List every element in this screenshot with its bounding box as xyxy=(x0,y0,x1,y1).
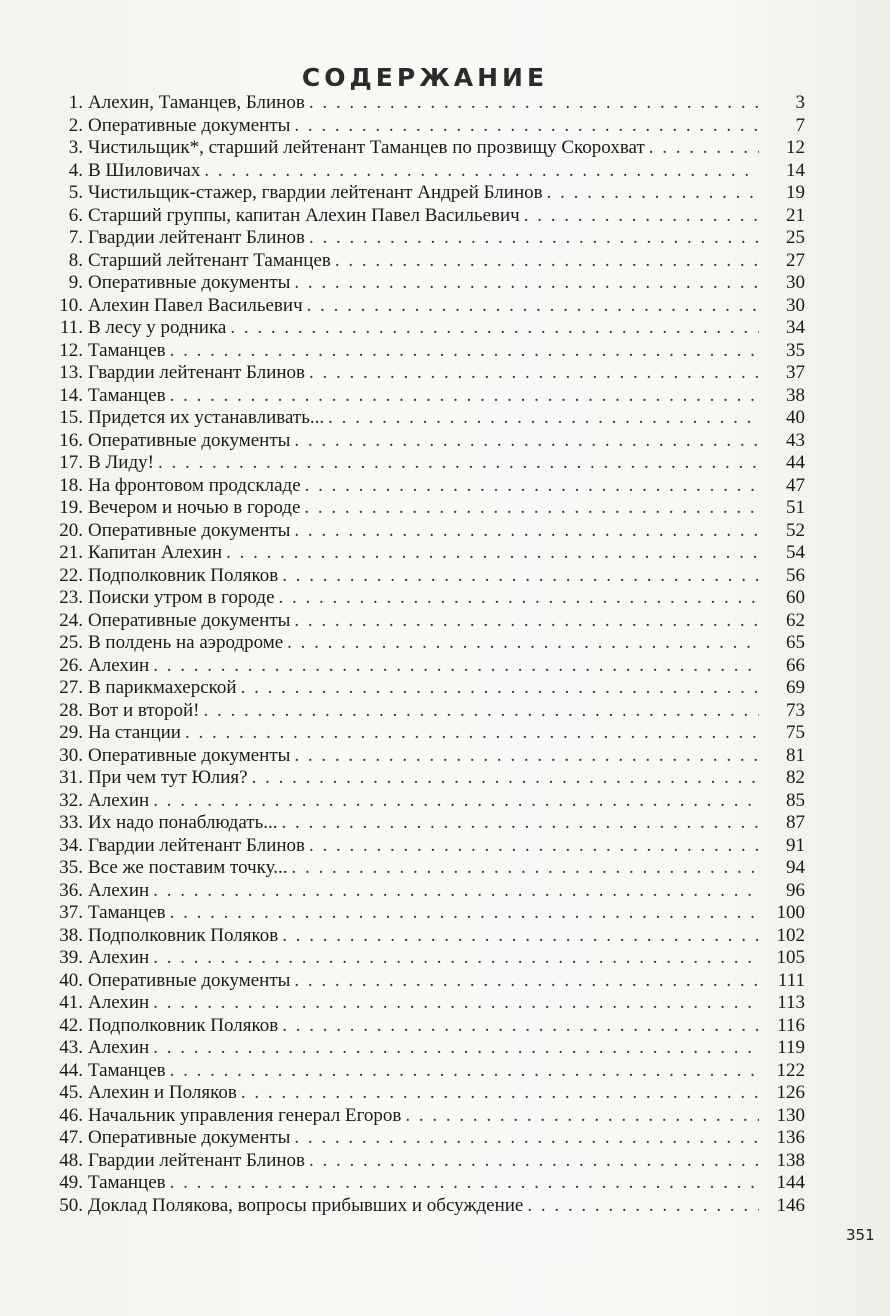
toc-entry-title: Алехин и Поляков xyxy=(88,1082,237,1103)
dot-leader xyxy=(170,340,759,363)
dot-leader xyxy=(309,835,759,858)
toc-entry-number: 24. xyxy=(59,609,83,631)
toc-entry-title: Алехин xyxy=(88,1037,150,1058)
dot-leader xyxy=(649,137,759,160)
dot-leader xyxy=(153,880,759,903)
toc-entry-number: 27. xyxy=(59,677,83,698)
dot-leader xyxy=(294,430,759,453)
toc-entry-page: 136 xyxy=(776,1127,805,1148)
toc-entry-number: 35. xyxy=(59,857,83,878)
toc-entry-page: 82 xyxy=(786,767,805,788)
toc-entry xyxy=(55,902,805,925)
toc-entry-page: 75 xyxy=(786,722,805,743)
toc-entry-page: 105 xyxy=(776,947,805,968)
toc-entry-page: 81 xyxy=(786,744,805,766)
toc-entry xyxy=(55,497,805,520)
toc-entry-number: 20. xyxy=(59,519,83,541)
toc-entry-title: В парикмахерской xyxy=(88,677,237,698)
dot-leader xyxy=(226,542,759,565)
toc-entry-title: Оперативные документы xyxy=(88,969,291,991)
dot-leader xyxy=(282,812,760,835)
toc-entry-number: 6. xyxy=(68,204,83,226)
toc-entry-page: 94 xyxy=(786,857,805,878)
toc-entry-number: 21. xyxy=(59,542,83,563)
toc-entry-number: 33. xyxy=(59,812,83,833)
toc-entry-page: 122 xyxy=(776,1059,805,1081)
toc-entry-title: Таманцев xyxy=(88,339,166,361)
toc-entry-page: 7 xyxy=(795,114,805,136)
toc-entry xyxy=(55,1172,805,1195)
dot-leader xyxy=(230,317,759,340)
toc-entry xyxy=(55,1150,805,1173)
toc-entry xyxy=(55,722,805,745)
dot-leader xyxy=(307,295,759,318)
toc-entry-title: Алехин Павел Васильевич xyxy=(88,294,303,316)
dot-leader xyxy=(287,632,759,655)
toc-entry-title: Чистильщик-стажер, гвардии лейтенант Андрей Блинов xyxy=(88,182,543,203)
toc-entry xyxy=(55,970,805,993)
toc-entry xyxy=(55,227,805,250)
toc-entry-page: 73 xyxy=(786,699,805,721)
dot-leader xyxy=(241,677,759,700)
toc-entry-number: 39. xyxy=(59,947,83,968)
toc-entry-title: На фронтовом продскладе xyxy=(88,474,301,496)
toc-entry-title: Гвардии лейтенант Блинов xyxy=(88,362,306,383)
toc-entry xyxy=(55,182,805,205)
dot-leader xyxy=(294,610,759,633)
toc-entry-number: 23. xyxy=(59,587,83,608)
toc-entry-title: Чистильщик*, старший лейтенант Таманцев по прозвищу Скорохват xyxy=(88,137,645,158)
toc-entry-number: 36. xyxy=(59,879,83,901)
toc-entry-number: 47. xyxy=(59,1127,83,1148)
toc-entry xyxy=(55,137,805,160)
toc-entry xyxy=(55,1127,805,1150)
toc-entry-number: 38. xyxy=(59,924,83,946)
toc-entry-number: 31. xyxy=(59,767,83,788)
toc-entry-title: Оперативные документы xyxy=(88,519,291,541)
dot-leader xyxy=(241,1082,759,1105)
toc-entry-page: 51 xyxy=(786,497,805,518)
toc-entry-number: 22. xyxy=(59,564,83,586)
toc-entry xyxy=(55,700,805,723)
dot-leader xyxy=(305,475,759,498)
toc-entry xyxy=(55,1105,805,1128)
toc-entry-title: Вечером и ночью в городе xyxy=(88,497,301,518)
toc-entry-title: В Лиду! xyxy=(88,452,154,473)
dot-leader xyxy=(282,565,759,588)
toc-entry-number: 19. xyxy=(59,497,83,518)
toc-entry-number: 43. xyxy=(59,1037,83,1058)
toc-entry xyxy=(55,520,805,543)
toc-entry-page: 3 xyxy=(795,92,805,113)
page-number: 351 xyxy=(846,1226,875,1244)
toc-entry xyxy=(55,857,805,880)
toc-entry-title: Все же поставим точку... xyxy=(88,857,288,878)
dot-leader xyxy=(282,925,759,948)
dot-leader xyxy=(282,1015,759,1038)
toc-entry-title: Алехин xyxy=(88,654,150,676)
toc-entry-number: 14. xyxy=(59,384,83,406)
toc-entry xyxy=(55,632,805,655)
toc-entry-number: 42. xyxy=(59,1014,83,1036)
toc-entry-title: Таманцев xyxy=(88,1172,166,1193)
toc-entry-number: 37. xyxy=(59,902,83,923)
toc-entry-page: 62 xyxy=(786,609,805,631)
toc-entry xyxy=(55,745,805,768)
toc-entry-page: 27 xyxy=(786,249,805,271)
dot-leader xyxy=(185,722,759,745)
toc-entry-page: 146 xyxy=(776,1194,805,1216)
toc-entry-title: Оперативные документы xyxy=(88,609,291,631)
toc-entry-page: 60 xyxy=(786,587,805,608)
toc-entry-number: 25. xyxy=(59,632,83,653)
toc-entry xyxy=(55,565,805,588)
toc-entry xyxy=(55,295,805,318)
dot-leader xyxy=(294,115,759,138)
toc-entry-page: 40 xyxy=(786,407,805,428)
toc-entry-title: Гвардии лейтенант Блинов xyxy=(88,1149,306,1171)
toc-entry-title: Гвардии лейтенант Блинов xyxy=(88,834,306,856)
toc-entry-page: 66 xyxy=(786,654,805,676)
toc-entry-title: Доклад Полякова, вопросы прибывших и обсуждение xyxy=(88,1194,524,1216)
toc-entry-number: 12. xyxy=(59,339,83,361)
dot-leader xyxy=(170,902,759,925)
toc-entry-number: 28. xyxy=(59,699,83,721)
toc-entry xyxy=(55,1195,805,1218)
dot-leader xyxy=(153,992,759,1015)
toc-entry-title: Подполковник Поляков xyxy=(88,924,279,946)
toc-entry-title: Оперативные документы xyxy=(88,114,291,136)
dot-leader xyxy=(547,182,759,205)
toc-entry-number: 1. xyxy=(68,92,83,113)
toc-entry xyxy=(55,1015,805,1038)
dot-leader xyxy=(153,947,759,970)
toc-entry-page: 34 xyxy=(786,317,805,338)
toc-entry-number: 2. xyxy=(68,114,83,136)
toc-entry-page: 96 xyxy=(786,879,805,901)
toc-entry-page: 87 xyxy=(786,812,805,833)
toc-entry xyxy=(55,272,805,295)
table-of-contents xyxy=(55,92,805,1217)
toc-entry-number: 5. xyxy=(68,182,83,203)
dot-leader xyxy=(203,700,759,723)
toc-entry-title: Алехин, Таманцев, Блинов xyxy=(88,92,305,113)
toc-entry-number: 7. xyxy=(68,227,83,248)
dot-leader xyxy=(294,272,759,295)
toc-entry-number: 41. xyxy=(59,992,83,1013)
toc-entry-title: На станции xyxy=(88,722,181,743)
toc-entry-number: 40. xyxy=(59,969,83,991)
toc-entry-number: 15. xyxy=(59,407,83,428)
toc-entry-number: 8. xyxy=(68,249,83,271)
toc-entry-page: 14 xyxy=(786,159,805,181)
dot-leader xyxy=(158,452,759,475)
dot-leader xyxy=(153,790,759,813)
toc-entry-title: Начальник управления генерал Егоров xyxy=(88,1104,402,1126)
toc-entry-title: Оперативные документы xyxy=(88,272,291,293)
toc-entry xyxy=(55,925,805,948)
toc-entry-number: 48. xyxy=(59,1149,83,1171)
toc-entry xyxy=(55,115,805,138)
toc-entry-number: 4. xyxy=(68,159,83,181)
toc-entry-page: 25 xyxy=(786,227,805,248)
dot-leader xyxy=(170,385,759,408)
toc-entry-number: 10. xyxy=(59,294,83,316)
toc-entry-title: Старший лейтенант Таманцев xyxy=(88,249,331,271)
toc-entry xyxy=(55,587,805,610)
toc-entry-number: 11. xyxy=(59,317,83,338)
toc-entry xyxy=(55,812,805,835)
dot-leader xyxy=(309,362,759,385)
toc-entry-number: 17. xyxy=(59,452,83,473)
toc-entry-page: 35 xyxy=(786,339,805,361)
dot-leader xyxy=(204,160,759,183)
toc-entry-page: 54 xyxy=(786,542,805,563)
toc-entry-title: Старший группы, капитан Алехин Павел Васильевич xyxy=(88,204,520,226)
toc-entry xyxy=(55,677,805,700)
toc-entry xyxy=(55,452,805,475)
toc-entry xyxy=(55,947,805,970)
toc-entry-page: 119 xyxy=(777,1037,805,1058)
toc-entry-title: Поиски утром в городе xyxy=(88,587,275,608)
toc-entry xyxy=(55,610,805,633)
toc-entry xyxy=(55,430,805,453)
toc-entry-page: 65 xyxy=(786,632,805,653)
dot-leader xyxy=(405,1105,759,1128)
toc-entry-page: 116 xyxy=(777,1014,805,1036)
toc-entry-title: В лесу у родника xyxy=(88,317,227,338)
toc-entry xyxy=(55,205,805,228)
toc-entry-page: 52 xyxy=(786,519,805,541)
page-title: СОДЕРЖАНИЕ xyxy=(301,62,549,92)
toc-entry-number: 46. xyxy=(59,1104,83,1126)
toc-entry xyxy=(55,92,805,115)
dot-leader xyxy=(294,745,759,768)
toc-entry xyxy=(55,992,805,1015)
dot-leader xyxy=(527,1195,759,1218)
toc-entry-number: 26. xyxy=(59,654,83,676)
toc-entry-number: 13. xyxy=(59,362,83,383)
toc-entry-page: 130 xyxy=(776,1104,805,1126)
toc-entry-page: 85 xyxy=(786,789,805,811)
toc-entry-title: Таманцев xyxy=(88,902,166,923)
toc-entry-page: 30 xyxy=(786,272,805,293)
dot-leader xyxy=(153,1037,759,1060)
toc-entry-page: 56 xyxy=(786,564,805,586)
toc-entry xyxy=(55,542,805,565)
toc-entry-page: 69 xyxy=(786,677,805,698)
toc-entry-page: 113 xyxy=(777,992,805,1013)
toc-entry-title: Их надо понаблюдать... xyxy=(88,812,278,833)
toc-entry-page: 102 xyxy=(776,924,805,946)
toc-entry-page: 44 xyxy=(786,452,805,473)
toc-entry-title: При чем тут Юлия? xyxy=(88,767,248,788)
toc-entry-title: Гвардии лейтенант Блинов xyxy=(88,227,306,248)
toc-entry-page: 12 xyxy=(786,137,805,158)
toc-entry-title: Подполковник Поляков xyxy=(88,564,279,586)
toc-entry xyxy=(55,407,805,430)
toc-entry-title: Капитан Алехин xyxy=(88,542,223,563)
toc-entry-number: 50. xyxy=(59,1194,83,1216)
toc-entry-title: Вот и второй! xyxy=(88,699,200,721)
dot-leader xyxy=(304,497,759,520)
toc-entry xyxy=(55,250,805,273)
toc-entry-title: Подполковник Поляков xyxy=(88,1014,279,1036)
toc-entry-title: Алехин xyxy=(88,789,150,811)
toc-entry-title: Оперативные документы xyxy=(88,429,291,451)
toc-entry-page: 111 xyxy=(777,969,805,991)
toc-entry-number: 16. xyxy=(59,429,83,451)
toc-entry-page: 21 xyxy=(786,204,805,226)
toc-entry-title: Оперативные документы xyxy=(88,1127,291,1148)
toc-entry-page: 43 xyxy=(786,429,805,451)
toc-entry-title: В Шиловичах xyxy=(88,159,201,181)
toc-entry xyxy=(55,1060,805,1083)
toc-entry-number: 45. xyxy=(59,1082,83,1103)
toc-entry xyxy=(55,362,805,385)
dot-leader xyxy=(294,520,759,543)
toc-entry-number: 32. xyxy=(59,789,83,811)
toc-entry xyxy=(55,880,805,903)
toc-entry xyxy=(55,767,805,790)
toc-entry-title: Придется их устанавливать... xyxy=(88,407,325,428)
toc-entry-number: 30. xyxy=(59,744,83,766)
toc-entry-title: Алехин xyxy=(88,992,150,1013)
toc-entry-page: 38 xyxy=(786,384,805,406)
dot-leader xyxy=(153,655,759,678)
dot-leader xyxy=(309,227,759,250)
toc-entry-title: Таманцев xyxy=(88,1059,166,1081)
toc-entry-number: 29. xyxy=(59,722,83,743)
toc-entry xyxy=(55,340,805,363)
toc-entry-page: 91 xyxy=(786,834,805,856)
toc-entry xyxy=(55,317,805,340)
toc-entry-title: Алехин xyxy=(88,879,150,901)
toc-entry-title: Алехин xyxy=(88,947,150,968)
toc-entry-title: Таманцев xyxy=(88,384,166,406)
toc-entry xyxy=(55,790,805,813)
toc-entry-page: 30 xyxy=(786,294,805,316)
toc-entry xyxy=(55,160,805,183)
dot-leader xyxy=(524,205,759,228)
toc-entry-page: 47 xyxy=(786,474,805,496)
dot-leader xyxy=(309,1150,759,1173)
toc-entry xyxy=(55,655,805,678)
toc-entry-page: 37 xyxy=(786,362,805,383)
toc-entry xyxy=(55,835,805,858)
dot-leader xyxy=(291,857,759,880)
dot-leader xyxy=(328,407,759,430)
toc-entry-number: 34. xyxy=(59,834,83,856)
toc-entry-title: Оперативные документы xyxy=(88,744,291,766)
dot-leader xyxy=(170,1172,759,1195)
toc-entry-page: 100 xyxy=(776,902,805,923)
dot-leader xyxy=(279,587,759,610)
toc-entry-number: 18. xyxy=(59,474,83,496)
toc-entry-number: 3. xyxy=(68,137,83,158)
toc-entry-page: 19 xyxy=(786,182,805,203)
toc-entry xyxy=(55,385,805,408)
toc-entry-title: В полдень на аэродроме xyxy=(88,632,284,653)
toc-entry-page: 144 xyxy=(776,1172,805,1193)
toc-entry-page: 138 xyxy=(776,1149,805,1171)
dot-leader xyxy=(335,250,759,273)
toc-entry-number: 9. xyxy=(68,272,83,293)
toc-entry xyxy=(55,475,805,498)
toc-entry xyxy=(55,1037,805,1060)
dot-leader xyxy=(294,1127,759,1150)
toc-entry-number: 44. xyxy=(59,1059,83,1081)
toc-entry xyxy=(55,1082,805,1105)
dot-leader xyxy=(252,767,759,790)
dot-leader xyxy=(170,1060,759,1083)
toc-entry-number: 49. xyxy=(59,1172,83,1193)
toc-entry-page: 126 xyxy=(776,1082,805,1103)
dot-leader xyxy=(309,92,759,115)
dot-leader xyxy=(294,970,759,993)
